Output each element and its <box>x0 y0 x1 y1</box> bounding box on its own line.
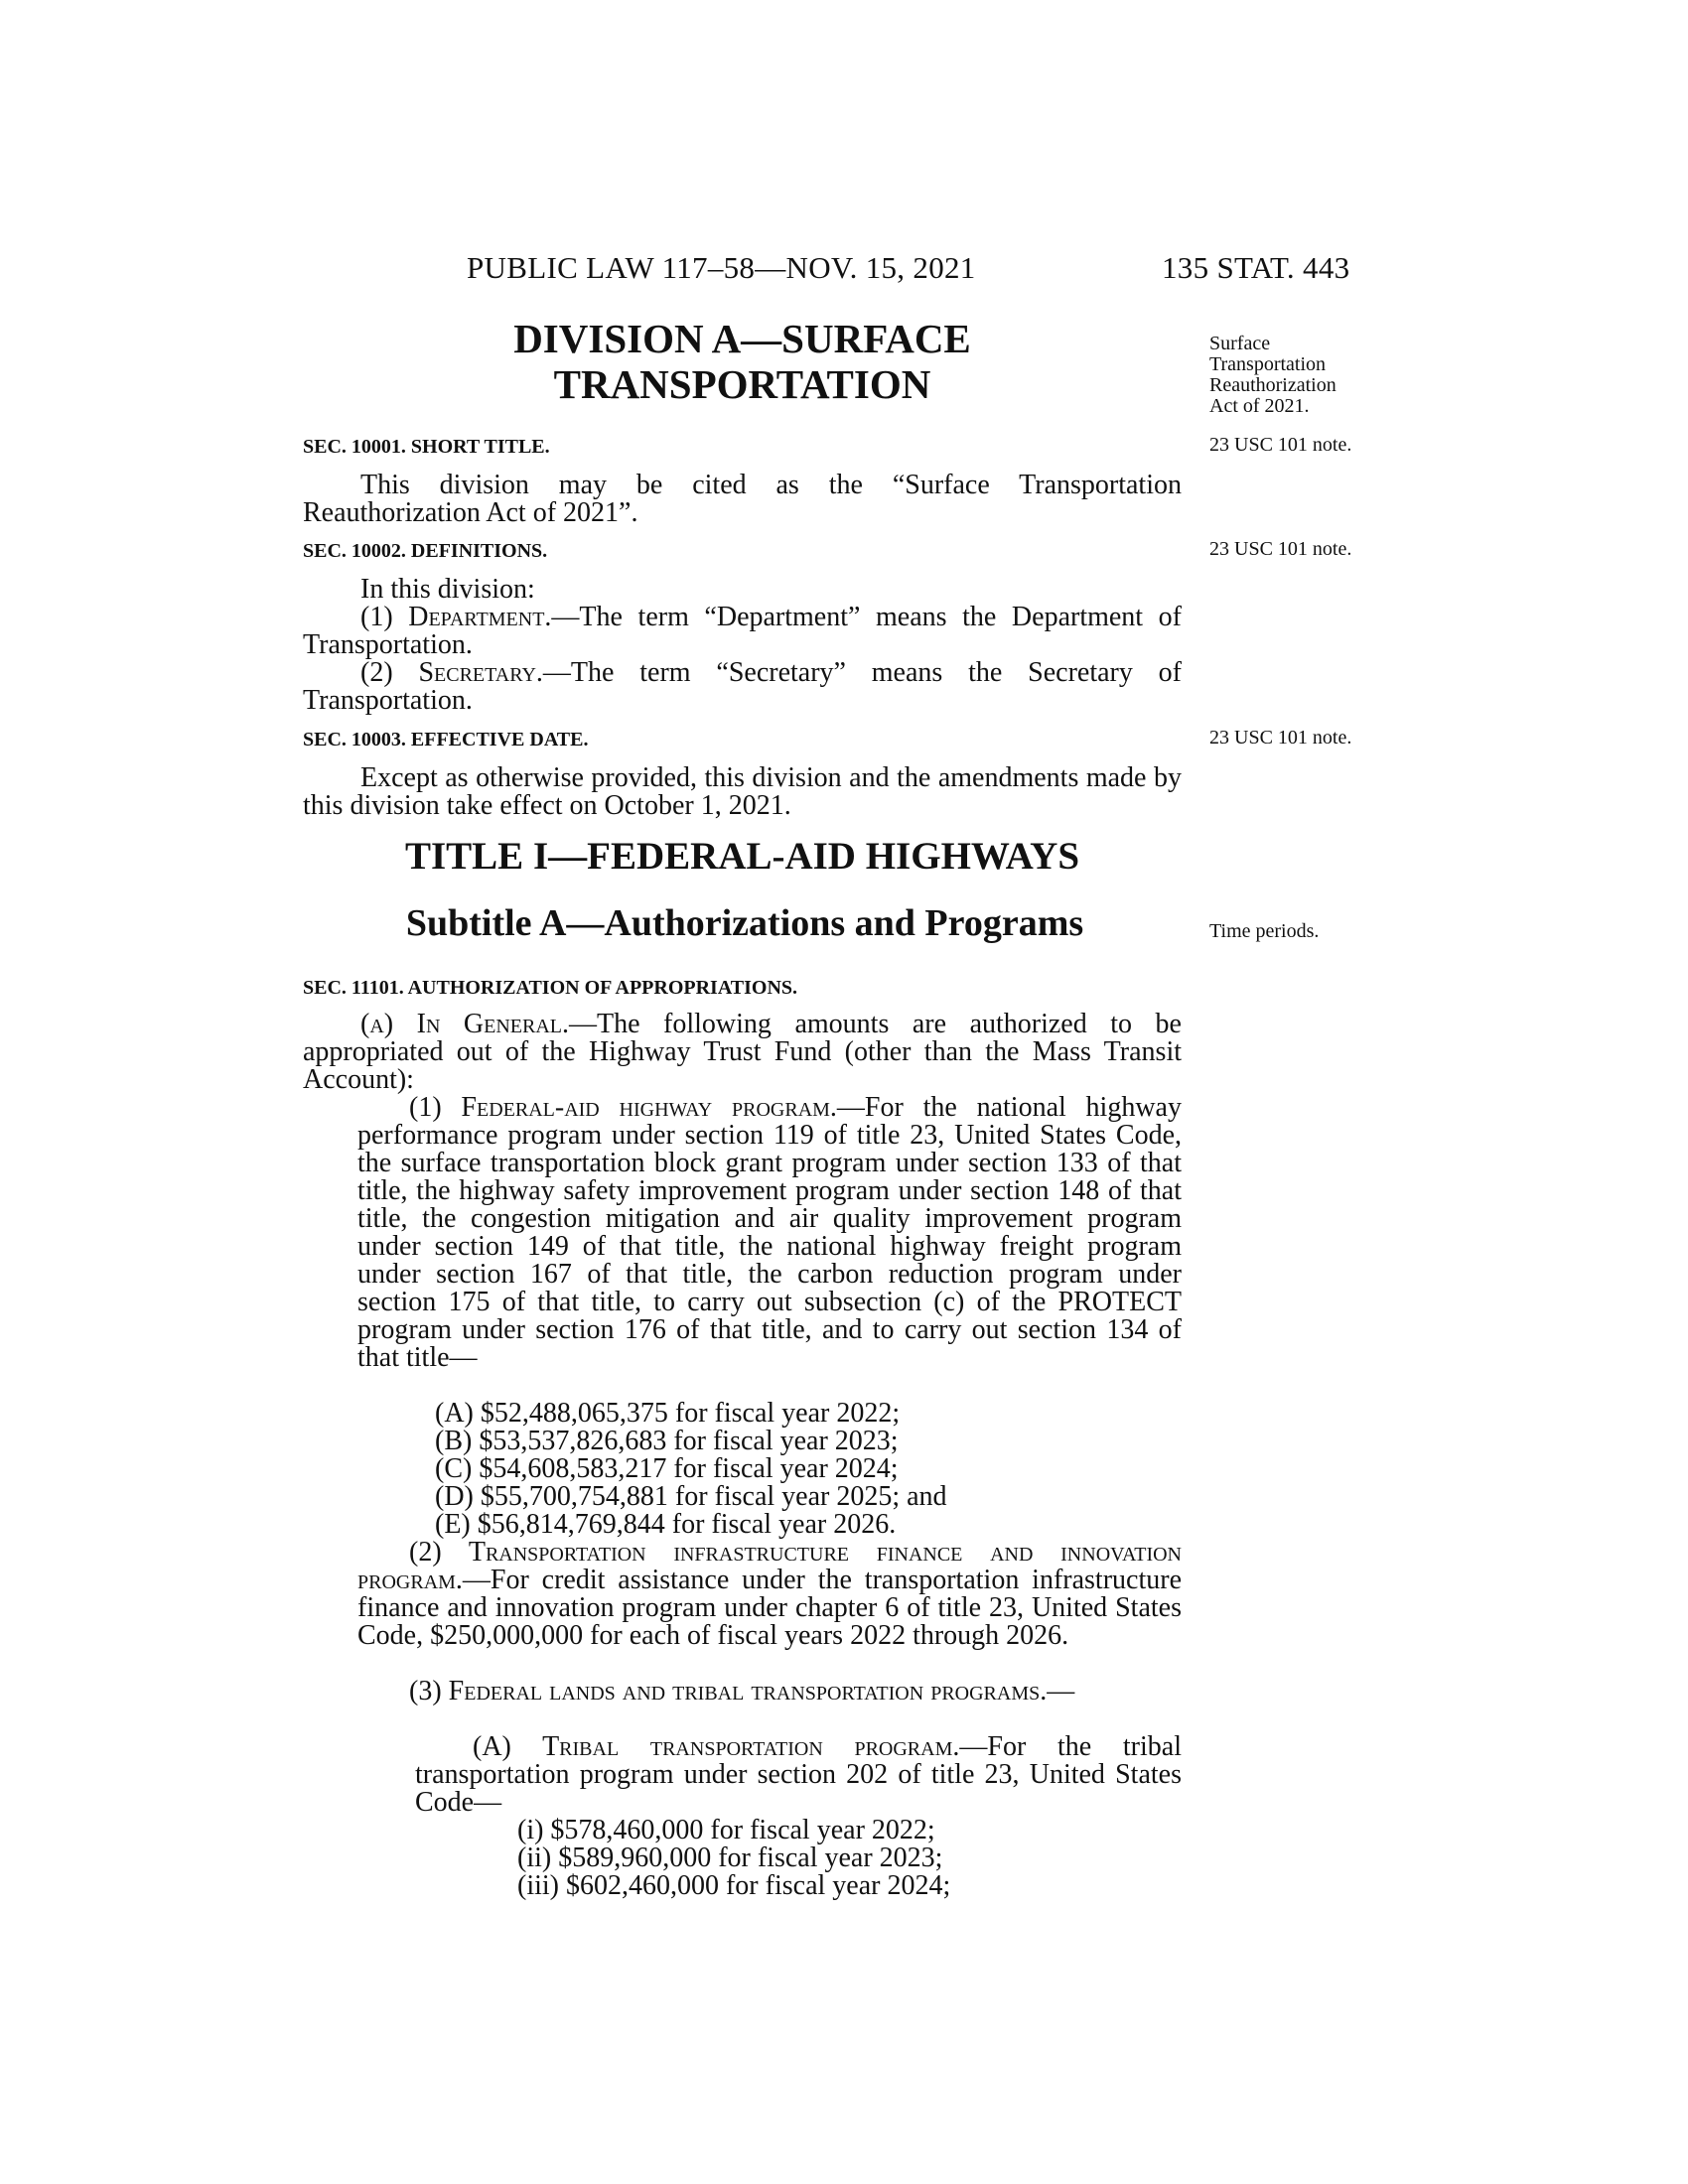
amount-item: (ii) $589,960,000 for fiscal year 2023; <box>517 1843 943 1873</box>
para-label: (a) In General. <box>360 1009 569 1039</box>
margin-note-division <box>1209 334 1398 417</box>
subtitle-heading: Subtitle A—Authorizations and Programs <box>405 902 1084 944</box>
para-text: —The following amounts are authorized to be appropriated out of the Highway Trust Fund (other than the Mass Transit Account): <box>303 1009 1182 1095</box>
para-label: (1) Federal-aid highway program. <box>409 1092 837 1123</box>
margin-note-sec-10002: 23 USC 101 note. <box>1209 538 1352 560</box>
para-text: —The term “Department” means the Department of Transportation. <box>303 602 1182 660</box>
para-text: — <box>1047 1676 1075 1706</box>
division-heading-line2: TRANSPORTATION <box>553 361 931 407</box>
sec-11101-para-3 <box>357 1678 1182 1706</box>
sec-11101-para-1 <box>357 1094 1182 1372</box>
sec-10002-intro: In this division: <box>360 574 535 605</box>
amount-item: (E) $56,814,769,844 for fiscal year 2026. <box>435 1509 897 1540</box>
amount-item: (A) $52,488,065,375 for fiscal year 2022; <box>435 1398 901 1429</box>
amount-item: (i) $578,460,000 for fiscal year 2022; <box>517 1815 935 1845</box>
division-heading <box>303 316 1182 407</box>
running-header-law: PUBLIC LAW 117–58—NOV. 15, 2021 <box>467 250 976 285</box>
para-label: (3) Federal lands and tribal transportation programs. <box>409 1676 1048 1706</box>
division-heading-line1: DIVISION A—SURFACE <box>513 316 971 361</box>
sec-10002-para-1 <box>303 604 1182 659</box>
amount-item: (D) $55,700,754,881 for fiscal year 2025; and <box>435 1481 947 1512</box>
margin-note-line: Act of 2021. <box>1209 395 1310 417</box>
para-text: —For credit assistance under the transportation infrastructure finance and innovation program under chapter 6 of title 23, United States Code, $250,000,000 for each of fiscal years 2022 through 2026. <box>357 1565 1182 1651</box>
para-1-amounts-list <box>435 1400 947 1539</box>
amount-item: (B) $53,537,826,683 for fiscal year 2023; <box>435 1426 899 1456</box>
sec-10003-heading: SEC. 10003. EFFECTIVE DATE. <box>303 729 589 751</box>
para-label: (2) Transportation infrastructure finance and innovation program. <box>357 1537 1182 1595</box>
amount-item: (C) $54,608,583,217 for fiscal year 2024; <box>435 1453 899 1484</box>
margin-note-sec-10003: 23 USC 101 note. <box>1209 727 1352 749</box>
sec-10003-text: Except as otherwise provided, this division and the amendments made by this division take effect on October 1, 2021. <box>303 762 1182 821</box>
sec-10001-heading: SEC. 10001. SHORT TITLE. <box>303 436 550 458</box>
para-text: —The term “Secretary” means the Secretary of Transportation. <box>303 657 1183 716</box>
title-heading: TITLE I—FEDERAL-AID HIGHWAYS <box>404 835 1080 878</box>
sec-11101-para-3-A <box>415 1733 1182 1817</box>
amount-item: (iii) $602,460,000 for fiscal year 2024; <box>517 1870 951 1901</box>
sec-11101-para-2 <box>357 1539 1182 1650</box>
running-header-stat-page: 135 STAT. 443 <box>1162 250 1350 285</box>
margin-note-line: Reauthorization <box>1209 374 1336 396</box>
para-text: —For the tribal transportation program under section 202 of title 23, United States Code— <box>415 1731 1182 1818</box>
margin-note-sec-10001: 23 USC 101 note. <box>1209 434 1352 456</box>
para-label: (A) Tribal transportation program. <box>473 1731 960 1762</box>
margin-note-subtitle: Time periods. <box>1209 920 1320 942</box>
sec-11101-subsection-a <box>303 1011 1182 1094</box>
para-text: —For the national highway performance program under section 119 of title 23, United States Code, the surface transportation block grant program under section 133 of that title, the highway safety improvement program under section 148 of that title, the congestion mitigation and air quality improvement program under section 149 of that title, the national highway freight program under section 167 of that title, the carbon reduction program under section 175 of that title, to carry out subsection (c) of the PROTECT program under section 176 of that title, and to carry out section 134 of that title— <box>357 1092 1182 1373</box>
sec-11101-heading: SEC. 11101. AUTHORIZATION OF APPROPRIATIONS. <box>303 977 798 999</box>
sec-10001-text: This division may be cited as the “Surface Transportation Reauthorization Act of 2021”. <box>303 470 1182 528</box>
para-label: (2) Secretary. <box>360 657 543 688</box>
sec-10002-para-2 <box>303 659 1182 715</box>
margin-note-line: Transportation <box>1209 353 1327 375</box>
para-3A-amounts-list <box>517 1817 950 1900</box>
margin-note-line: Surface <box>1209 333 1271 354</box>
sec-10002-heading: SEC. 10002. DEFINITIONS. <box>303 540 548 562</box>
para-label: (1) Department. <box>360 602 552 632</box>
